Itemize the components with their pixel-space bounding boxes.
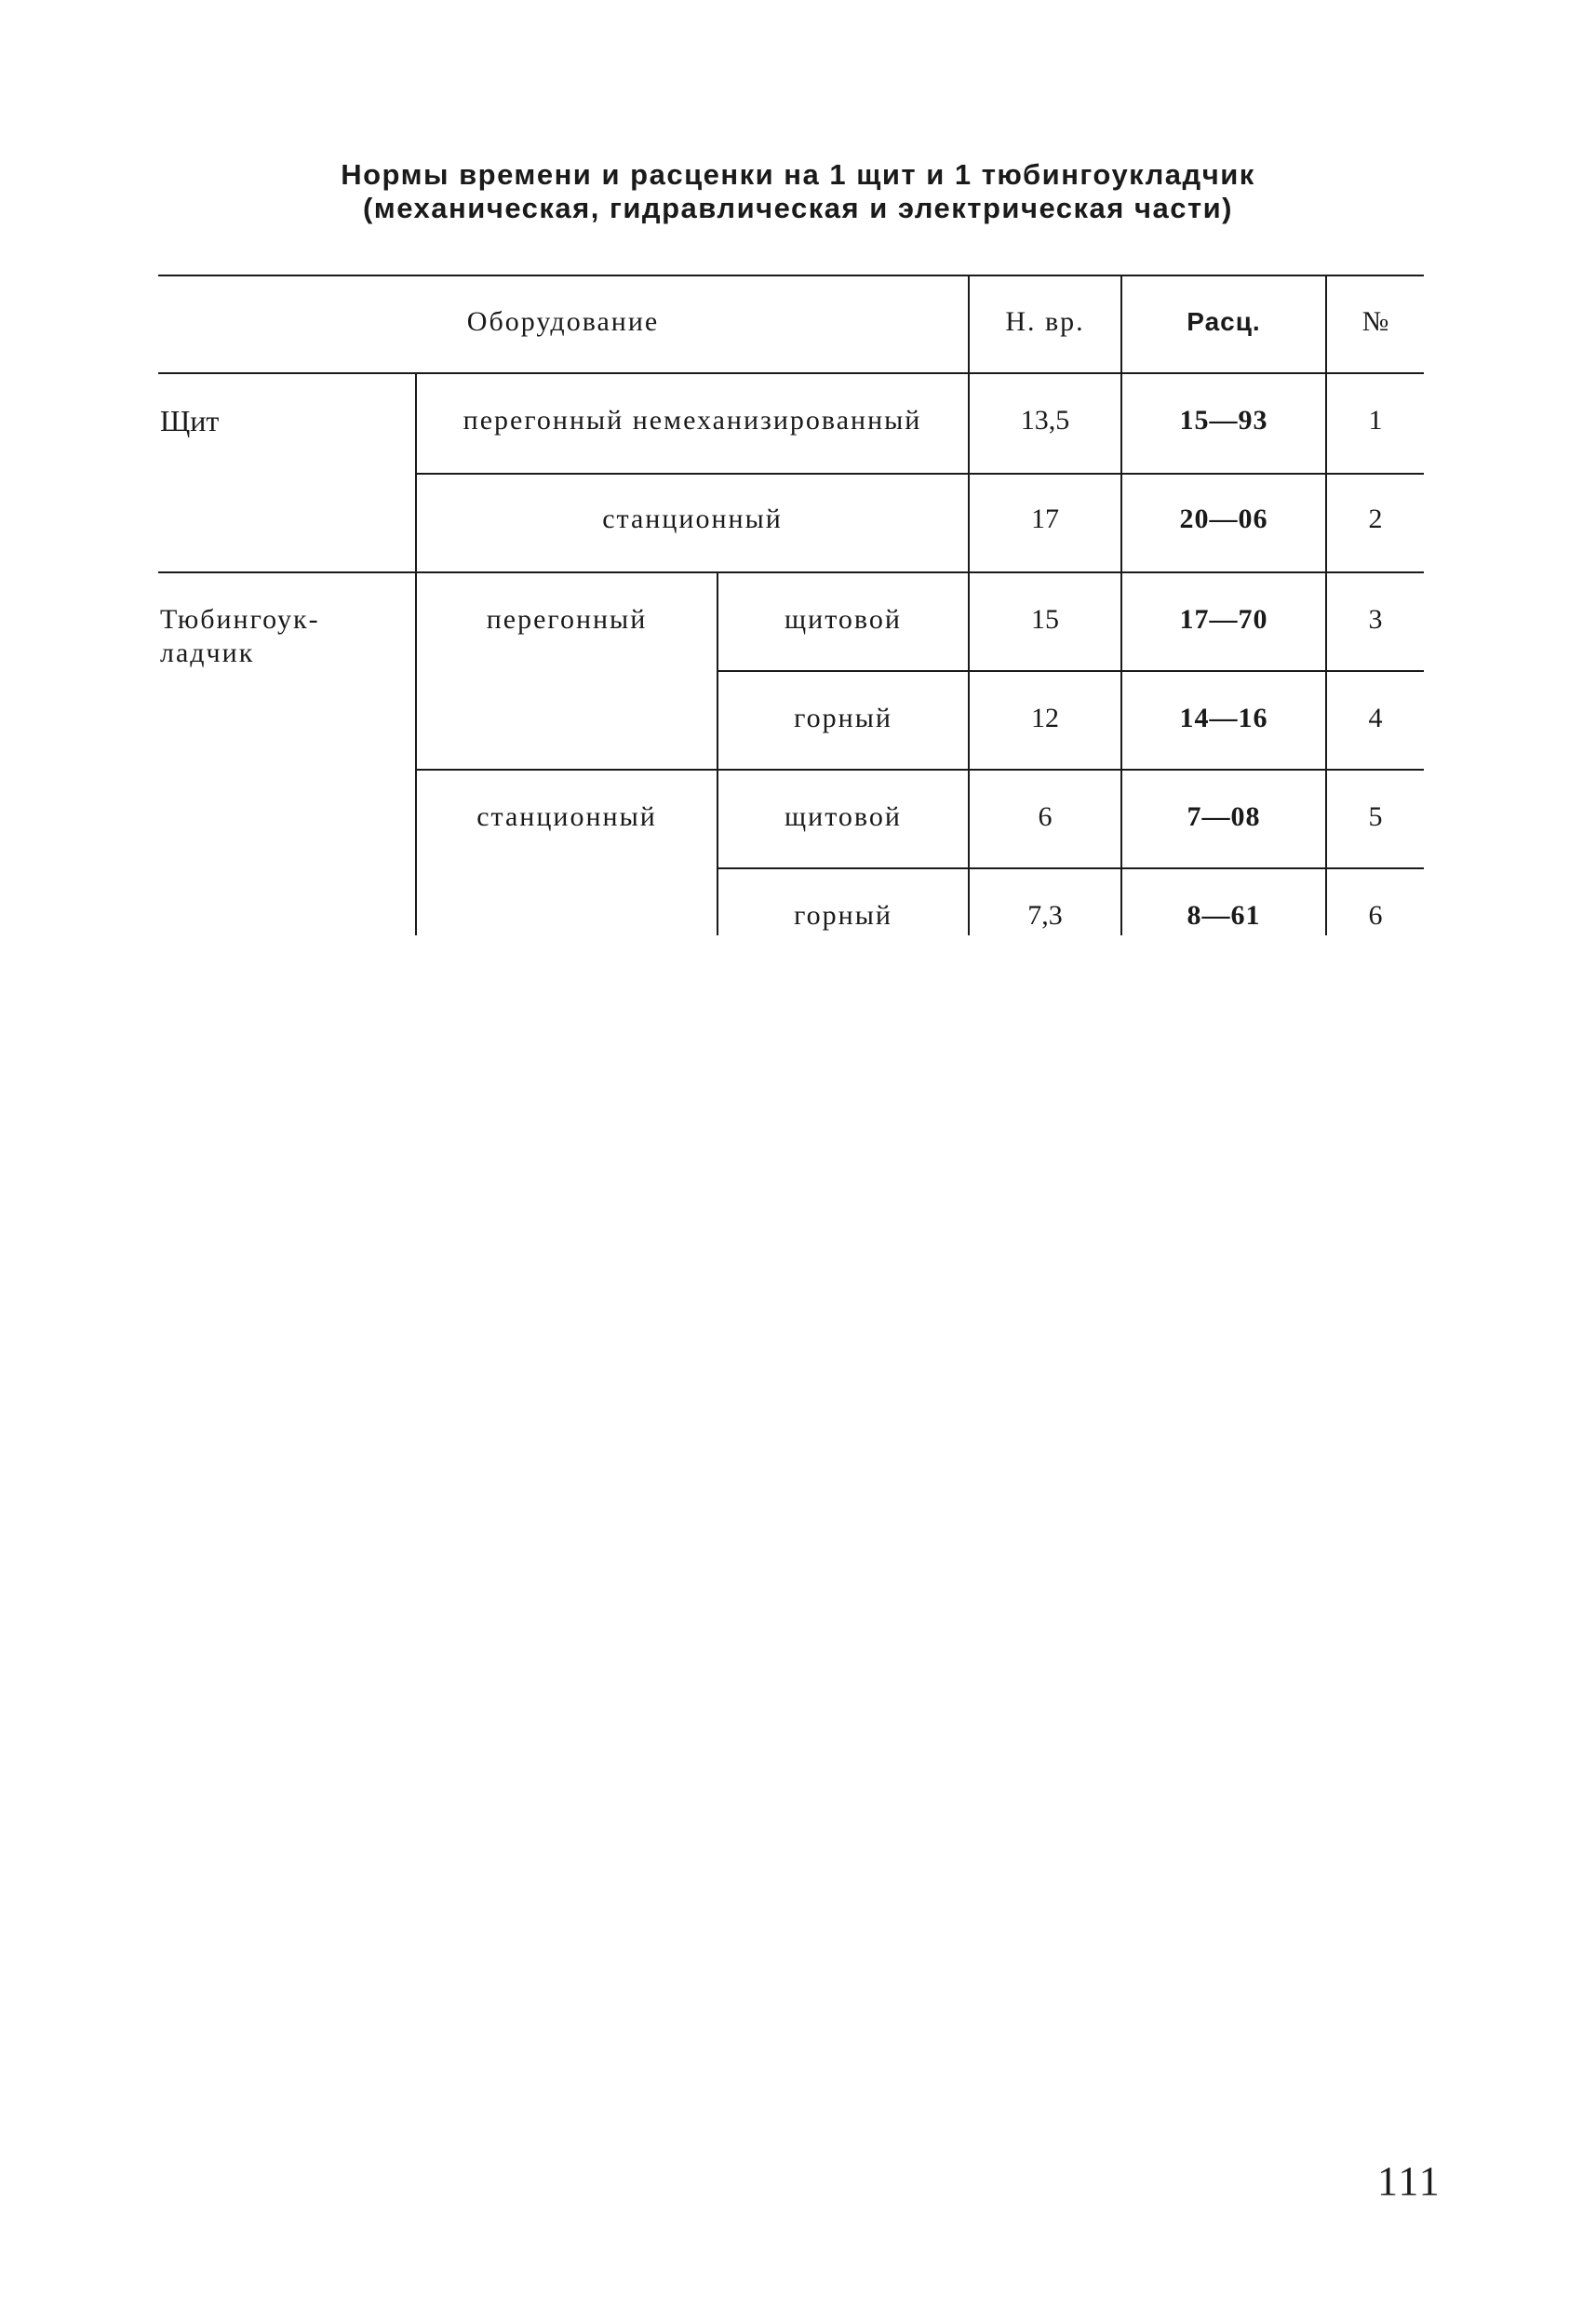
row-3-rate: 17—70 xyxy=(1179,604,1268,635)
row-3-desc: щитовой xyxy=(785,604,902,635)
header-norm: Н. вр. xyxy=(1005,306,1085,337)
row-3-number: 3 xyxy=(1368,604,1383,635)
row-6-number: 6 xyxy=(1368,900,1383,931)
group-shield-bottom-border xyxy=(158,571,1424,573)
header-number: № xyxy=(1361,306,1389,337)
row-3-norm: 15 xyxy=(1031,604,1059,635)
header-bottom-border xyxy=(158,372,1424,374)
row-5-norm: 6 xyxy=(1038,801,1053,832)
row-1-desc: перегонный немеханизированный xyxy=(463,405,922,436)
header-equipment: Оборудование xyxy=(466,306,660,337)
row-2-norm: 17 xyxy=(1031,504,1059,534)
table-top-border xyxy=(158,275,1424,276)
row-1-rate: 15—93 xyxy=(1179,405,1268,436)
col-desc-left-border xyxy=(415,372,417,935)
row-5-desc: щитовой xyxy=(785,801,902,832)
row-4-norm: 12 xyxy=(1031,703,1059,733)
subgroup-stantsionny: станционный xyxy=(476,801,657,832)
row-1-norm: 13,5 xyxy=(1020,405,1070,436)
row-1-number: 1 xyxy=(1368,405,1383,436)
row-2-rate: 20—06 xyxy=(1179,504,1268,534)
page-number: 111 xyxy=(1377,2158,1442,2204)
row-5-rate: 7—08 xyxy=(1187,801,1261,832)
row-1-bottom-border xyxy=(415,473,1424,475)
group-label-tunnel-erector-line-2: ладчик xyxy=(160,638,255,668)
row-4-number: 4 xyxy=(1368,703,1383,733)
group-label-tunnel-erector-line-1: Тюбингоук- xyxy=(160,604,320,635)
subgroup-peregonny: перегонный xyxy=(486,604,648,635)
document-title-line-1: Нормы времени и расценки на 1 щит и 1 тюбингоукладчик xyxy=(341,158,1255,191)
document-title-line-2: (механическая, гидравлическая и электрическая части) xyxy=(362,192,1234,224)
subgroup-peregonny-bottom-border xyxy=(415,769,1424,771)
row-5-bottom-border xyxy=(717,867,1424,869)
row-4-rate: 14—16 xyxy=(1179,703,1268,733)
row-5-number: 5 xyxy=(1368,801,1383,832)
row-2-desc: станционный xyxy=(602,504,783,534)
row-3-bottom-border xyxy=(717,670,1424,672)
row-4-desc: горный xyxy=(794,703,892,733)
row-6-desc: горный xyxy=(794,900,892,931)
header-rate: Расц. xyxy=(1187,307,1261,336)
group-label-shield: Щит xyxy=(160,404,220,437)
row-6-rate: 8—61 xyxy=(1187,900,1261,931)
row-6-norm: 7,3 xyxy=(1027,900,1063,931)
row-2-number: 2 xyxy=(1368,504,1383,534)
